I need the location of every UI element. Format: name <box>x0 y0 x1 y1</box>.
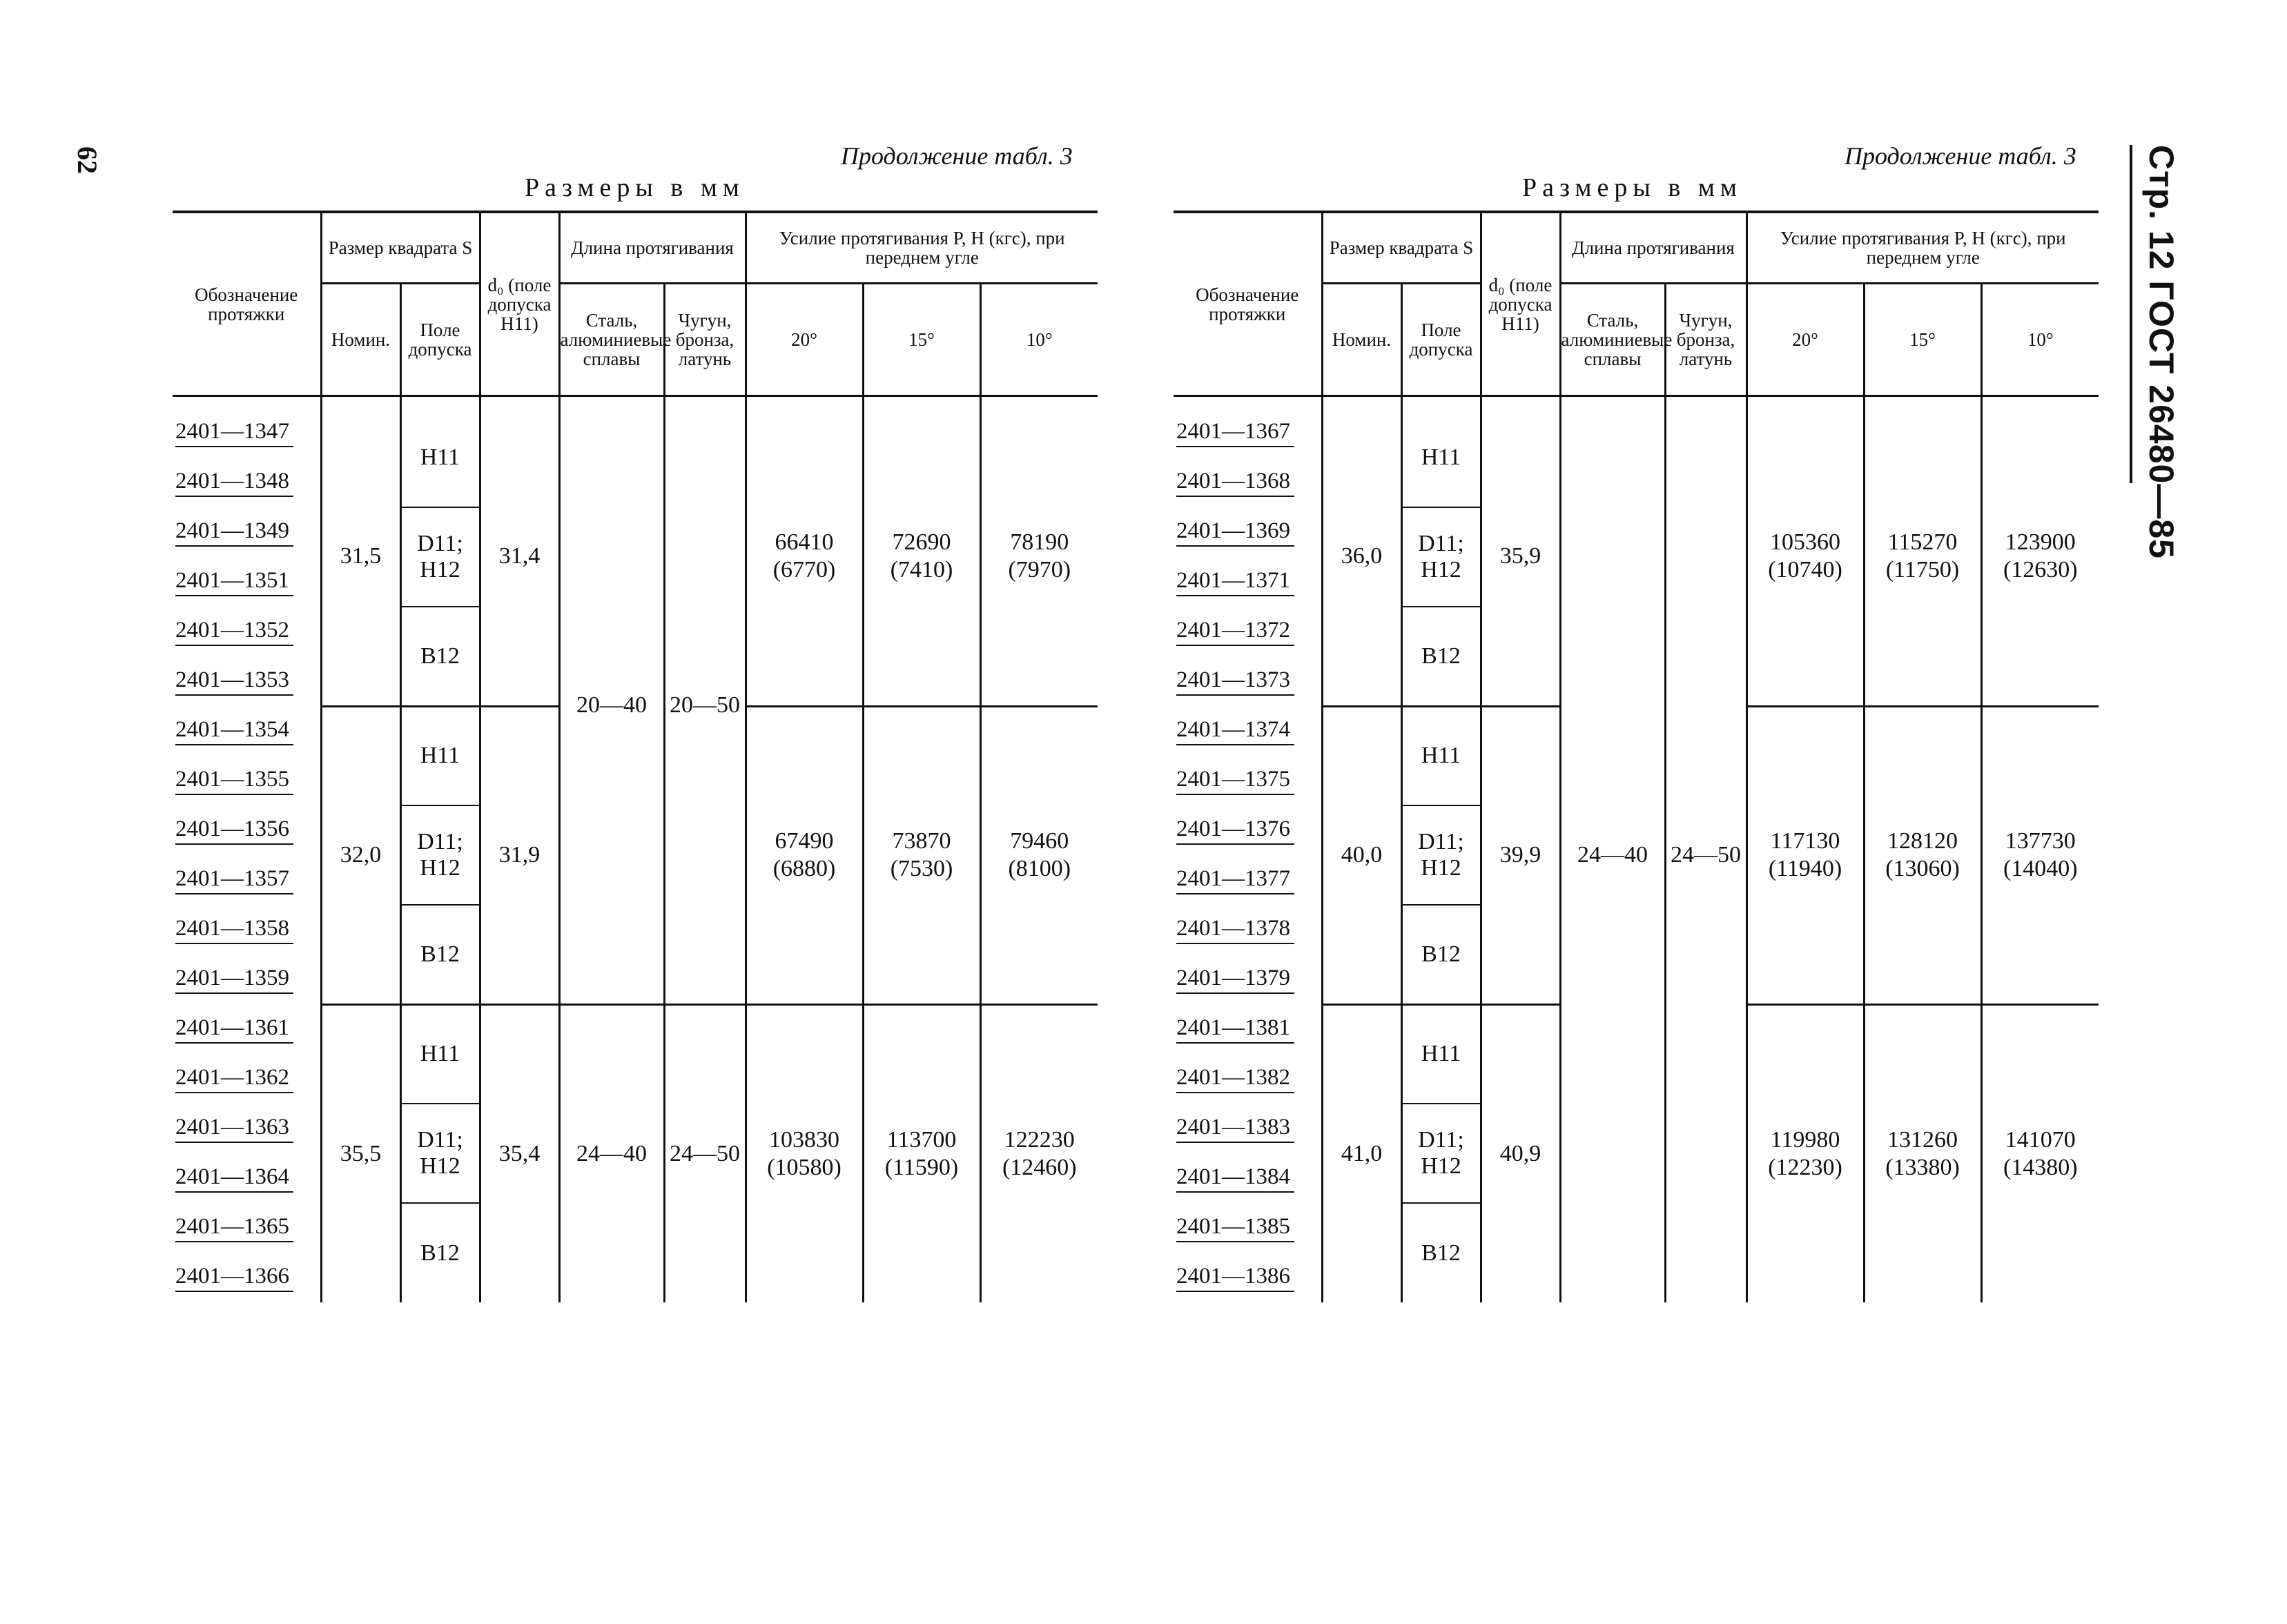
right-broach-table <box>1174 211 2099 1302</box>
force-20-kgs: (6880) <box>772 856 836 881</box>
nominal-size: 41,0 <box>1322 1004 1401 1302</box>
header-square-size: Размер квадрата S <box>321 212 480 284</box>
header-length: Длина протягивания <box>1560 212 1746 284</box>
length-steel: 20—40 <box>559 408 664 1004</box>
header-cast: Чугун, бронза, латунь <box>1665 284 1746 396</box>
length-cast: 24—50 <box>1665 408 1746 1302</box>
force-15: 72690 <box>892 529 951 556</box>
designation: 2401—1386 <box>1176 1264 1294 1292</box>
force-20-kgs: (11940) <box>1768 856 1842 881</box>
force-15: 115270 <box>1887 529 1958 556</box>
designation: 2401—1358 <box>175 916 293 944</box>
tolerance-h11: H11 <box>1401 408 1481 507</box>
force-20-kgs: (10740) <box>1768 557 1842 583</box>
header-angle-15: 15° <box>1864 284 1981 396</box>
designation: 2401—1376 <box>1176 816 1294 845</box>
table-row <box>1174 408 2099 458</box>
force-10-kgs: (7970) <box>1008 557 1071 583</box>
force-10-kgs: (14380) <box>2003 1154 2078 1180</box>
designation: 2401—1377 <box>1176 866 1294 894</box>
header-angle-10: 10° <box>980 284 1098 396</box>
force-10-kgs: (8100) <box>1008 856 1071 881</box>
tolerance-d11: D11; <box>417 531 463 556</box>
force-20: 67490 <box>775 828 834 854</box>
header-angle-15: 15° <box>863 284 980 396</box>
side-label: Стр. 12 ГОСТ 26480—85 <box>2142 145 2181 559</box>
d0-value: 31,4 <box>480 408 559 706</box>
force-20-kgs: (10580) <box>767 1154 841 1180</box>
tolerance-h12: H12 <box>420 1153 460 1179</box>
tolerance-h11: H11 <box>400 706 480 805</box>
designation: 2401—1381 <box>1176 1015 1294 1044</box>
header-force: Усилие протягивания P, Н (кгс), при переднем угле <box>1746 212 2099 284</box>
designation: 2401—1378 <box>1176 916 1294 944</box>
header-force: Усилие протягивания P, Н (кгс), при переднем угле <box>746 212 1098 284</box>
header-angle-10: 10° <box>1981 284 2099 396</box>
tolerance-h12: H12 <box>1421 557 1461 583</box>
force-20: 103830 <box>769 1126 840 1153</box>
tolerance-b12: B12 <box>400 607 480 706</box>
tolerance-d11: D11; <box>417 829 463 854</box>
designation: 2401—1354 <box>175 717 293 745</box>
tolerance-h12: H12 <box>420 557 460 583</box>
header-nominal: Номин. <box>321 284 400 396</box>
designation: 2401—1362 <box>175 1065 293 1093</box>
tolerance-h12: H12 <box>420 855 460 881</box>
force-15-kgs: (7530) <box>890 856 953 881</box>
left-broach-table <box>173 211 1098 1302</box>
designation: 2401—1357 <box>175 866 293 894</box>
nominal-size: 36,0 <box>1322 408 1401 706</box>
page-number: 62 <box>72 146 103 174</box>
d0-value: 39,9 <box>1481 706 1560 1004</box>
right-dimensions-note: Размеры в мм <box>1522 173 1742 202</box>
left-dimensions-note: Размеры в мм <box>525 173 745 202</box>
tolerance-h12: H12 <box>1421 1153 1461 1179</box>
header-d0: d₀ (поле допуска H11) <box>1481 212 1560 396</box>
header-tolerance: Поле допуска <box>400 284 480 396</box>
tolerance-h12: H12 <box>1421 855 1461 881</box>
designation: 2401—1351 <box>175 568 293 596</box>
header-square-size: Размер квадрата S <box>1322 212 1481 284</box>
force-15: 131260 <box>1887 1126 1958 1153</box>
length-cast: 24—50 <box>664 1004 746 1302</box>
tolerance-d11: D11; <box>1418 1127 1464 1153</box>
designation: 2401—1384 <box>1176 1164 1294 1193</box>
force-10: 141070 <box>2005 1126 2076 1153</box>
force-15: 73870 <box>892 828 951 854</box>
designation: 2401—1366 <box>175 1264 293 1292</box>
designation: 2401—1365 <box>175 1214 293 1242</box>
designation: 2401—1382 <box>1176 1065 1294 1093</box>
designation: 2401—1363 <box>175 1115 293 1143</box>
force-10-kgs: (14040) <box>2003 856 2078 881</box>
designation: 2401—1375 <box>1176 767 1294 795</box>
designation: 2401—1348 <box>175 469 293 497</box>
designation: 2401—1373 <box>1176 667 1294 696</box>
designation: 2401—1368 <box>1176 469 1294 497</box>
force-20: 66410 <box>775 529 834 556</box>
force-15: 113700 <box>886 1126 957 1153</box>
right-continuation-caption: Продолжение табл. 3 <box>1845 142 2076 170</box>
designation: 2401—1385 <box>1176 1214 1294 1242</box>
tolerance-h11: H11 <box>400 408 480 507</box>
force-20: 105360 <box>1770 529 1841 556</box>
designation: 2401—1349 <box>175 518 293 547</box>
tolerance-b12: B12 <box>1401 607 1481 706</box>
length-steel: 24—40 <box>1560 408 1665 1302</box>
left-continuation-caption: Продолжение табл. 3 <box>841 142 1073 170</box>
nominal-size: 32,0 <box>321 706 400 1004</box>
tolerance-b12: B12 <box>400 1203 480 1302</box>
designation: 2401—1355 <box>175 767 293 795</box>
force-20: 117130 <box>1770 828 1840 854</box>
tolerance-h11: H11 <box>1401 706 1481 805</box>
tolerance-b12: B12 <box>400 905 480 1004</box>
designation: 2401—1361 <box>175 1015 293 1044</box>
force-10: 78190 <box>1010 529 1069 556</box>
force-10: 123900 <box>2005 529 2076 556</box>
force-10: 122230 <box>1004 1126 1075 1153</box>
tolerance-d11: D11; <box>1418 829 1464 854</box>
designation: 2401—1372 <box>1176 618 1294 646</box>
header-designation: Обозначение протяжки <box>1174 212 1322 396</box>
force-10-kgs: (12630) <box>2003 557 2078 583</box>
designation: 2401—1353 <box>175 667 293 696</box>
designation: 2401—1379 <box>1176 966 1294 994</box>
force-10: 79460 <box>1010 828 1069 854</box>
force-20-kgs: (6770) <box>772 557 836 583</box>
designation: 2401—1347 <box>175 419 293 447</box>
side-rule <box>2130 145 2132 483</box>
designation: 2401—1364 <box>175 1164 293 1193</box>
nominal-size: 35,5 <box>321 1004 400 1302</box>
tolerance-h11: H11 <box>400 1004 480 1104</box>
designation: 2401—1374 <box>1176 717 1294 745</box>
d0-value: 40,9 <box>1481 1004 1560 1302</box>
tolerance-b12: B12 <box>1401 905 1481 1004</box>
table-row <box>173 1004 1098 1054</box>
nominal-size: 40,0 <box>1322 706 1401 1004</box>
force-15-kgs: (13380) <box>1885 1154 1960 1180</box>
tolerance-h11: H11 <box>1401 1004 1481 1104</box>
length-cast: 20—50 <box>664 408 746 1004</box>
header-steel: Сталь, алюминиевые сплавы <box>1560 284 1665 396</box>
force-10: 137730 <box>2005 828 2076 854</box>
d0-value: 31,9 <box>480 706 559 1004</box>
header-nominal: Номин. <box>1322 284 1401 396</box>
tolerance-d11: D11; <box>417 1127 463 1153</box>
header-designation: Обозначение протяжки <box>173 212 321 396</box>
header-angle-20: 20° <box>1746 284 1864 396</box>
force-10-kgs: (12460) <box>1002 1154 1077 1180</box>
force-20: 119980 <box>1770 1126 1840 1153</box>
designation: 2401—1352 <box>175 618 293 646</box>
force-15-kgs: (11750) <box>1885 557 1960 583</box>
force-15-kgs: (7410) <box>890 557 953 583</box>
header-length: Длина протягивания <box>559 212 746 284</box>
nominal-size: 31,5 <box>321 408 400 706</box>
force-20-kgs: (12230) <box>1768 1154 1842 1180</box>
designation: 2401—1367 <box>1176 419 1294 447</box>
header-steel: Сталь, алюминиевые сплавы <box>559 284 664 396</box>
tolerance-d11: D11; <box>1418 531 1464 556</box>
table-row <box>173 408 1098 458</box>
designation: 2401—1356 <box>175 816 293 845</box>
header-d0: d₀ (поле допуска H11) <box>480 212 559 396</box>
d0-value: 35,9 <box>1481 408 1560 706</box>
designation: 2401—1359 <box>175 966 293 994</box>
force-15-kgs: (13060) <box>1885 856 1960 881</box>
designation: 2401—1369 <box>1176 518 1294 547</box>
tolerance-b12: B12 <box>1401 1203 1481 1302</box>
d0-value: 35,4 <box>480 1004 559 1302</box>
force-15-kgs: (11590) <box>884 1154 959 1180</box>
force-15: 128120 <box>1887 828 1958 854</box>
length-steel: 24—40 <box>559 1004 664 1302</box>
header-angle-20: 20° <box>746 284 863 396</box>
designation: 2401—1371 <box>1176 568 1294 596</box>
header-cast: Чугун, бронза, латунь <box>664 284 746 396</box>
designation: 2401—1383 <box>1176 1115 1294 1143</box>
header-tolerance: Поле допуска <box>1401 284 1481 396</box>
